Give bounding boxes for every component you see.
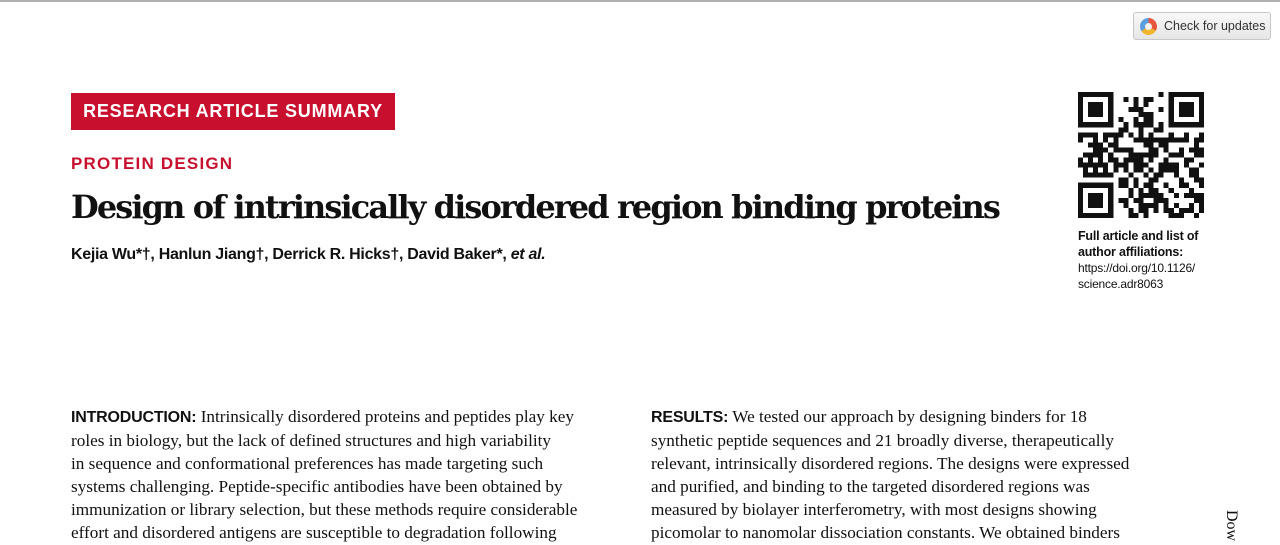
qr-code-icon[interactable] bbox=[1078, 92, 1204, 218]
introduction-section bbox=[71, 405, 631, 545]
introduction-text-line: in sequence and conformational preferences has made targeting such bbox=[71, 454, 544, 474]
results-heading: RESULTS: bbox=[651, 409, 729, 426]
results-text-line: and purified, and binding to the targeted disordered regions was bbox=[651, 477, 1090, 497]
check-for-updates-label: Check for updates bbox=[1164, 19, 1266, 33]
doi-link[interactable]: science.adr8063 bbox=[1078, 277, 1164, 291]
results-text: We tested our approach by designing binders for 18 bbox=[732, 407, 1087, 426]
doi-link[interactable]: https://doi.org/10.1126/ bbox=[1078, 261, 1196, 275]
article-title: Design of intrinsically disordered region binding proteins bbox=[71, 188, 1000, 226]
author-names: Kejia Wu*†, Hanlun Jiang†, Derrick R. Hicks†, David Baker*, bbox=[71, 246, 507, 263]
qr-caption-line: Full article and list of bbox=[1078, 229, 1199, 243]
results-text-line: picomolar to nanomolar dissociation constants. We obtained binders bbox=[651, 523, 1120, 543]
top-border bbox=[0, 0, 1280, 2]
introduction-heading: INTRODUCTION: bbox=[71, 409, 197, 426]
download-margin-text: Dow bbox=[1223, 510, 1240, 542]
results-section bbox=[651, 405, 1211, 545]
author-etal: et al. bbox=[510, 246, 546, 263]
check-for-updates-button[interactable] bbox=[1133, 12, 1271, 40]
crossmark-icon bbox=[1140, 18, 1157, 35]
introduction-text-line: immunization or library selection, but these methods require considerable bbox=[71, 500, 578, 520]
introduction-text-line: roles in biology, but the lack of defined structures and high variability bbox=[71, 431, 552, 451]
results-first-line bbox=[651, 405, 1211, 429]
results-text-line: synthetic peptide sequences and 21 broadly diverse, therapeutically bbox=[651, 431, 1114, 451]
results-text-line: measured by biolayer interferometry, with most designs showing bbox=[651, 500, 1097, 520]
qr-caption bbox=[1078, 228, 1228, 292]
qr-caption-line: author affiliations: bbox=[1078, 245, 1184, 259]
introduction-text: Intrinsically disordered proteins and peptides play key bbox=[200, 407, 574, 426]
results-text-line: relevant, intrinsically disordered regions. The designs were expressed bbox=[651, 454, 1130, 474]
article-type-badge: RESEARCH ARTICLE SUMMARY bbox=[71, 93, 395, 130]
article-category: PROTEIN DESIGN bbox=[71, 154, 234, 173]
introduction-first-line bbox=[71, 405, 631, 429]
author-list bbox=[71, 246, 545, 264]
introduction-text-line: effort and disordered antigens are susceptible to degradation following bbox=[71, 523, 557, 543]
introduction-text-line: systems challenging. Peptide-specific antibodies have been obtained by bbox=[71, 477, 563, 497]
